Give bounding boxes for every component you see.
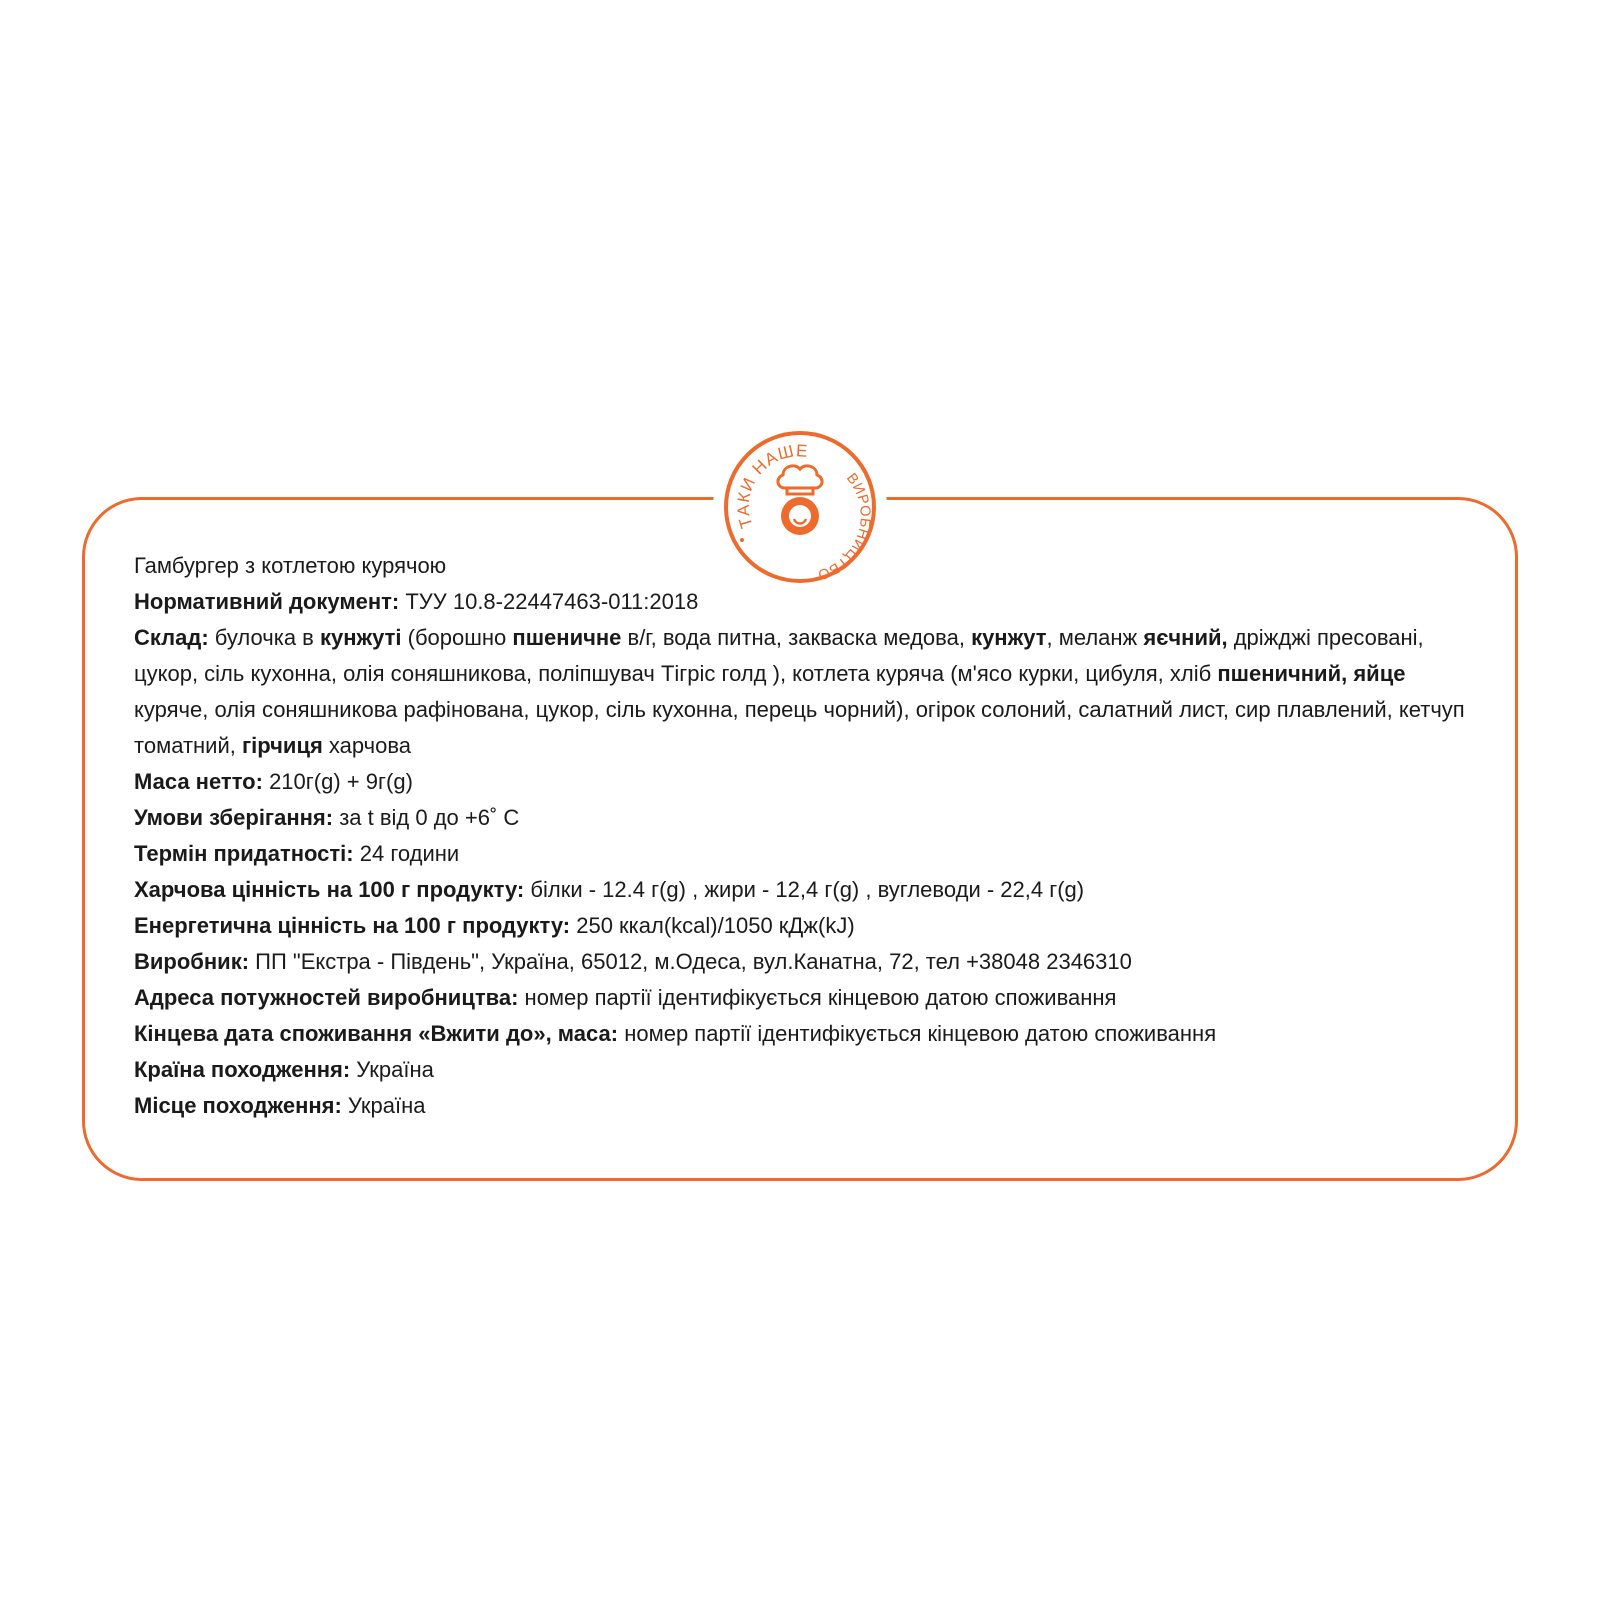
nutrition-value: білки - 12.4 г(g) , жири - 12,4 г(g) , вуглеводи - 22,4 г(g)	[524, 877, 1085, 902]
nutrition-row	[134, 872, 1474, 908]
country-row	[134, 1052, 1474, 1088]
composition-allergen: пшеничний, яйце	[1217, 661, 1406, 686]
place-row	[134, 1088, 1474, 1124]
normative-doc-label: Нормативний документ:	[134, 589, 400, 614]
shelf-life-label: Термін придатності:	[134, 841, 354, 866]
place-value: Україна	[341, 1093, 426, 1118]
logo-arc-top-text: ТАКИ НАШЕ	[733, 441, 809, 531]
composition-part: дріжджі пресовані, цукор, сіль кухонна, олія соняшникова, поліпшувач Тігріс голд ), котлета куряча (м'ясо курки, цибуля, хліб	[134, 625, 1424, 686]
composition-part: (борошно	[401, 625, 513, 650]
product-name: Гамбургер з котлетою курячою	[134, 553, 447, 578]
composition-allergen: яєчний,	[1143, 625, 1228, 650]
composition-part: харчова	[322, 733, 412, 758]
manufacturer-label: Виробник:	[134, 949, 250, 974]
composition-paragraph	[134, 620, 1474, 764]
best-before-value: номер партії ідентифікується кінцевою датою споживання	[618, 1021, 1217, 1046]
normative-doc-row	[134, 584, 1474, 620]
chef-face-icon	[781, 497, 819, 535]
facility-address-label: Адреса потужностей виробництва:	[134, 985, 519, 1010]
composition-label: Склад:	[134, 625, 209, 650]
composition-allergen: пшеничне	[512, 625, 622, 650]
manufacturer-row	[134, 944, 1474, 980]
net-mass-label: Маса нетто:	[134, 769, 263, 794]
label-text-block	[134, 548, 1474, 1124]
logo-arc-right-text: ВИРОБНИЦТВО	[815, 470, 874, 583]
place-label: Місце походження:	[134, 1093, 342, 1118]
shelf-life-value: 24 години	[353, 841, 460, 866]
country-label: Країна походження:	[134, 1057, 351, 1082]
composition-part: булочка в	[208, 625, 320, 650]
best-before-row	[134, 1016, 1474, 1052]
shelf-life-row	[134, 836, 1474, 872]
composition-part: , меланж	[1046, 625, 1144, 650]
storage-row	[134, 800, 1474, 836]
composition-part: куряче, олія соняшникова рафінована, цукор, сіль кухонна, перець чорний), огірок солоний, салатний лист, сир плавлений, кетчуп томатний,	[134, 697, 1465, 758]
storage-label: Умови зберігання:	[134, 805, 334, 830]
energy-row	[134, 908, 1474, 944]
storage-value: за t від 0 до +6˚ С	[333, 805, 520, 830]
energy-label: Енергетична цінність на 100 г продукту:	[134, 913, 571, 938]
country-value: Україна	[350, 1057, 434, 1082]
net-mass-value: 210г(g) + 9г(g)	[262, 769, 413, 794]
net-mass-row	[134, 764, 1474, 800]
composition-part: в/г, вода питна, закваска медова,	[621, 625, 972, 650]
energy-value: 250 ккал(kcal)/1050 кДж(kJ)	[570, 913, 855, 938]
normative-doc-value: ТУУ 10.8-22447463-011:2018	[399, 589, 699, 614]
composition-allergen: кунжуті	[319, 625, 402, 650]
facility-address-value: номер партії ідентифікується кінцевою датою споживання	[518, 985, 1117, 1010]
composition-allergen: кунжут	[971, 625, 1047, 650]
nutrition-label: Харчова цінність на 100 г продукту:	[134, 877, 525, 902]
manufacturer-value: ПП "Екстра - Південь", Україна, 65012, м.Одеса, вул.Канатна, 72, тел +38048 2346310	[249, 949, 1132, 974]
best-before-label: Кінцева дата споживання «Вжити до», маса:	[134, 1021, 619, 1046]
logo-dot-left	[740, 538, 744, 542]
composition-allergen: гірчиця	[241, 733, 323, 758]
facility-address-row	[134, 980, 1474, 1016]
